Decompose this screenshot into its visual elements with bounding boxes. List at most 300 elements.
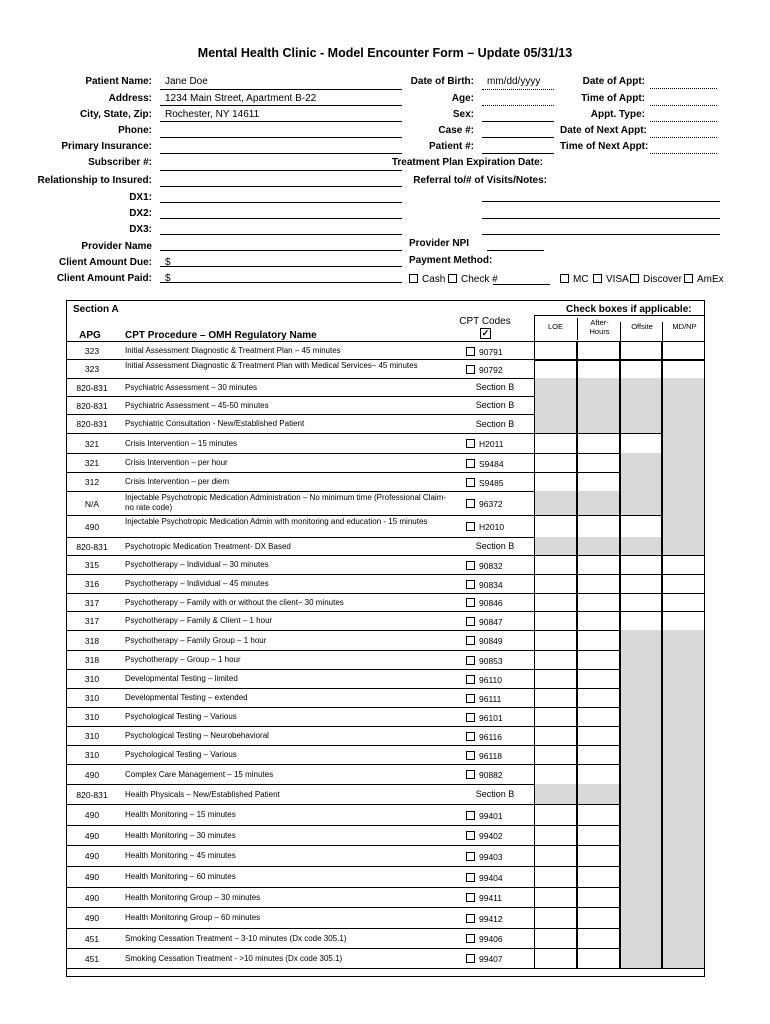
cpt-checkbox[interactable] — [466, 522, 475, 531]
visa-checkbox[interactable] — [593, 274, 602, 283]
check-cell — [662, 378, 705, 397]
check-cell[interactable] — [620, 593, 662, 612]
appointment-field[interactable] — [650, 88, 717, 89]
check-cell[interactable] — [534, 359, 577, 379]
case-label: Case #: — [438, 125, 474, 136]
check-cell — [620, 907, 662, 929]
cpt-code[interactable] — [466, 675, 538, 685]
check-cell[interactable] — [577, 928, 620, 949]
check-cell[interactable] — [534, 907, 577, 929]
cpt-checkbox[interactable] — [466, 561, 475, 570]
check-cell[interactable] — [577, 341, 620, 361]
procedure-name: Smoking Cessation Treatment – 3-10 minutes (Dx code 305.1) — [125, 933, 347, 943]
discover-checkbox[interactable] — [630, 274, 639, 283]
check-cell — [662, 630, 705, 651]
cpt-code[interactable] — [466, 598, 538, 608]
cpt-code[interactable] — [466, 365, 538, 375]
field-value: Jane Doe — [165, 76, 208, 87]
procedure-name: Health Monitoring Group – 60 minutes — [125, 913, 261, 922]
apg-header: APG — [79, 330, 101, 341]
section-b-reference: Section B — [475, 418, 515, 429]
after-hours-header: After- Hours — [577, 318, 621, 340]
check-cell[interactable] — [577, 688, 620, 708]
check-cell — [662, 669, 705, 689]
table-row — [66, 360, 705, 379]
procedure-name: Psychiatric Consultation - New/Established Patient — [125, 419, 305, 428]
apg-cell: 451 — [84, 953, 100, 964]
check-cell[interactable] — [534, 574, 577, 594]
check-cell[interactable] — [534, 845, 577, 867]
cpt-code[interactable] — [466, 954, 538, 964]
check-cell[interactable] — [534, 887, 577, 908]
form-title: Mental Health Clinic - Model Encounter Form – Update 05/31/13 — [197, 46, 573, 60]
check-cell[interactable] — [534, 825, 577, 846]
cpt-code-text: 99406 — [479, 934, 503, 944]
cpt-code[interactable] — [466, 831, 538, 841]
procedure-name: Crisis Intervention – per diem — [125, 477, 230, 486]
check-cell — [620, 784, 662, 805]
referral-label: Referral to/# of Visits/Notes: — [413, 175, 547, 186]
check-cell[interactable] — [577, 359, 620, 379]
dob-value: mm/dd/yyyy — [487, 76, 541, 87]
referral-line-2[interactable] — [482, 218, 720, 219]
referral-line-1[interactable] — [482, 201, 720, 202]
procedure-name: Injectable Psychotropic Medication Administration – No minimum time (Professional Claim- no rate code) — [125, 493, 447, 512]
check-cell[interactable] — [534, 804, 577, 826]
cash-checkbox[interactable] — [409, 274, 418, 283]
check-cell[interactable] — [577, 453, 620, 473]
cpt-code[interactable] — [466, 893, 538, 903]
section-a-title: Section A — [73, 304, 119, 315]
procedure-name: Health Monitoring Group – 30 minutes — [125, 892, 261, 902]
apg-cell: 490 — [84, 769, 100, 780]
cpt-checkbox[interactable] — [466, 598, 475, 607]
cpt-code[interactable] — [466, 459, 538, 469]
appointment-label: Time of Next Appt: — [560, 141, 649, 152]
field-input-line[interactable] — [160, 266, 402, 267]
cpt-code-text: 90792 — [479, 364, 503, 375]
check-cell[interactable] — [662, 341, 705, 361]
table-row — [66, 538, 705, 556]
case-field[interactable] — [482, 137, 554, 138]
cpt-checkbox[interactable] — [466, 459, 475, 468]
check-cell[interactable] — [620, 433, 662, 454]
cpt-checkbox[interactable] — [466, 954, 475, 963]
check-cell — [620, 688, 662, 708]
check-cell[interactable] — [577, 611, 620, 631]
apg-cell: 315 — [84, 560, 100, 570]
procedure-name: Psychotherapy – Individual – 45 minutes — [125, 579, 269, 588]
check-cell[interactable] — [620, 341, 662, 361]
appointment-label: Date of Next Appt: — [560, 125, 647, 136]
check-cell[interactable] — [620, 515, 662, 538]
mc-checkbox[interactable] — [560, 274, 569, 283]
check-cell[interactable] — [577, 707, 620, 727]
apg-cell: 490 — [84, 830, 100, 841]
cpt-code[interactable] — [466, 694, 538, 704]
check-cell[interactable] — [577, 669, 620, 689]
table-row — [66, 397, 705, 415]
cpt-code[interactable] — [466, 713, 538, 723]
cpt-code-text: 90882 — [479, 770, 503, 780]
provider-npi-label: Provider NPI — [409, 238, 470, 249]
appointment-label: Date of Appt: — [582, 76, 645, 87]
check-cell — [620, 630, 662, 651]
payment-check[interactable]: Check # — [448, 274, 498, 285]
field-input-line[interactable] — [160, 282, 402, 283]
apg-cell: 310 — [84, 750, 100, 760]
procedure-name: Health Physicals – New/Established Patient — [125, 789, 280, 799]
check-cell[interactable] — [662, 611, 705, 631]
field-label: City, State, Zip: — [79, 109, 152, 120]
check-cell[interactable] — [534, 611, 577, 631]
check-cell[interactable] — [662, 593, 705, 612]
check-cell[interactable] — [577, 948, 620, 969]
cpt-checkbox[interactable] — [466, 751, 475, 760]
check-cell[interactable] — [577, 555, 620, 575]
check-cell — [662, 887, 705, 908]
field-input-line[interactable] — [160, 186, 402, 187]
table-row — [66, 746, 705, 765]
procedure-name: Developmental Testing – limited — [125, 674, 238, 683]
cpt-checkbox[interactable] — [466, 347, 475, 356]
check-cell — [620, 396, 662, 415]
check-cell[interactable] — [534, 707, 577, 727]
check-cell — [534, 378, 577, 397]
procedure-name: Psychotropic Medication Treatment- DX Based — [125, 541, 291, 551]
md-np-header: MD/NP — [662, 322, 706, 342]
cpt-checkbox[interactable] — [466, 439, 475, 448]
check-cell — [662, 764, 705, 785]
check-cell[interactable] — [534, 593, 577, 612]
check-cell[interactable] — [577, 907, 620, 929]
check-cell[interactable] — [534, 453, 577, 473]
check-cell — [662, 707, 705, 727]
check-cell[interactable] — [534, 726, 577, 746]
table-row — [66, 473, 705, 492]
field-value: Rochester, NY 14611 — [165, 109, 260, 120]
check-cell[interactable] — [577, 804, 620, 826]
field-input-line[interactable] — [160, 170, 402, 171]
cpt-checkbox[interactable] — [466, 914, 475, 923]
procedure-name: Crisis Intervention – per hour — [125, 458, 228, 467]
section-b-reference: Section B — [475, 541, 515, 551]
apg-cell: 490 — [84, 913, 100, 923]
check-cell — [662, 396, 705, 415]
cpt-checkbox[interactable] — [466, 934, 475, 943]
table-row — [66, 594, 705, 612]
cpt-checkbox[interactable] — [466, 713, 475, 722]
cpt-code[interactable] — [466, 347, 538, 357]
field-input-line[interactable] — [160, 137, 402, 138]
table-row — [66, 727, 705, 746]
cpt-checkbox[interactable] — [466, 675, 475, 684]
check-cell[interactable] — [620, 359, 662, 379]
check-cell — [620, 378, 662, 397]
table-row — [66, 689, 705, 708]
check-cell — [662, 414, 705, 434]
tp-expiration-label: Treatment Plan Expiration Date: — [391, 157, 543, 168]
section-b-reference: Section B — [475, 789, 515, 799]
cpt-checkbox[interactable] — [466, 499, 475, 508]
appointment-field[interactable] — [650, 105, 717, 106]
payment-mc[interactable]: MC — [560, 274, 589, 285]
check-cell[interactable] — [577, 515, 620, 538]
check-cell[interactable] — [534, 555, 577, 575]
check-cell — [662, 907, 705, 929]
appointment-field[interactable] — [650, 153, 717, 154]
apg-cell: N/A — [84, 498, 100, 509]
field-input-line[interactable] — [160, 121, 402, 122]
check-cell[interactable] — [534, 341, 577, 361]
table-row — [66, 929, 705, 949]
cpt-code-text: 96118 — [479, 750, 503, 761]
check-cell[interactable] — [577, 593, 620, 612]
cpt-code[interactable] — [466, 617, 538, 627]
check-cell[interactable] — [620, 574, 662, 594]
sex-label: Sex: — [452, 109, 474, 120]
check-cell — [662, 948, 705, 969]
check-cell[interactable] — [577, 650, 620, 670]
check-cell — [577, 378, 620, 397]
table-row — [66, 631, 705, 651]
field-label: Relationship to Insured: — [37, 175, 152, 186]
check-cell[interactable] — [577, 866, 620, 888]
apg-cell: 318 — [84, 635, 100, 646]
procedure-name: Psychological Testing – Neurobehavioral — [125, 731, 269, 740]
check-cell[interactable] — [577, 845, 620, 867]
section-b-reference: Section B — [475, 400, 515, 410]
cpt-code[interactable] — [466, 751, 538, 761]
check-cell[interactable] — [577, 745, 620, 765]
check-cell[interactable] — [534, 650, 577, 670]
check-cell[interactable] — [620, 555, 662, 575]
check-cell — [662, 804, 705, 826]
check-cell[interactable] — [577, 630, 620, 651]
table-row — [66, 908, 705, 929]
check-cell — [620, 745, 662, 765]
cpt-code[interactable] — [466, 561, 538, 571]
field-input-line[interactable] — [160, 105, 402, 106]
check-cell[interactable] — [534, 669, 577, 689]
check-cell[interactable] — [534, 948, 577, 969]
cpt-code[interactable] — [466, 478, 538, 488]
table-row — [66, 379, 705, 397]
cpt-code[interactable] — [466, 811, 538, 821]
apg-cell: 490 — [84, 521, 100, 532]
check-cell[interactable] — [662, 555, 705, 575]
cpt-checkbox[interactable] — [466, 852, 475, 861]
cpt-code[interactable] — [466, 934, 538, 944]
check-cell[interactable] — [620, 611, 662, 631]
check-number-field[interactable] — [493, 284, 550, 285]
cpt-checkbox[interactable] — [466, 893, 475, 902]
check-cell[interactable] — [662, 359, 705, 379]
table-row — [66, 846, 705, 867]
payment-discover[interactable]: Discover — [630, 274, 682, 285]
age-label: Age: — [451, 93, 474, 104]
cpt-checkbox[interactable] — [466, 770, 475, 779]
dob-field[interactable] — [482, 89, 554, 90]
provider-npi-field[interactable] — [487, 250, 544, 251]
check-cell[interactable] — [534, 866, 577, 888]
appointment-label: Time of Appt: — [581, 93, 645, 104]
cpt-code[interactable] — [466, 439, 538, 449]
cpt-code-text: 96101 — [479, 712, 503, 723]
procedure-name: Psychiatric Assessment – 30 minutes — [125, 382, 258, 392]
check-cell[interactable] — [534, 515, 577, 538]
field-input-line[interactable] — [160, 202, 402, 203]
cpt-checkbox[interactable] — [466, 732, 475, 741]
check-cell — [662, 472, 705, 492]
age-field[interactable] — [482, 105, 554, 106]
apg-cell: 317 — [84, 597, 100, 608]
check-cell[interactable] — [534, 745, 577, 765]
check-cell — [620, 491, 662, 516]
amex-checkbox[interactable] — [684, 274, 693, 283]
check-cell — [620, 650, 662, 670]
table-row — [66, 949, 705, 969]
field-label: Address: — [108, 93, 152, 104]
cpt-code[interactable] — [466, 522, 538, 532]
cpt-code[interactable] — [466, 852, 538, 862]
cpt-code-text: 90853 — [479, 655, 503, 666]
check-cell[interactable] — [534, 928, 577, 949]
field-value: $ — [165, 273, 171, 284]
procedure-name: Health Monitoring – 15 minutes — [125, 810, 236, 819]
payment-amex[interactable]: AmEx — [684, 274, 724, 285]
cpt-checkbox[interactable] — [466, 831, 475, 840]
apg-cell: 820-831 — [76, 382, 108, 393]
apg-cell: 820-831 — [76, 400, 108, 411]
cpt-code-text: S9484 — [479, 458, 504, 469]
check-cell — [662, 845, 705, 867]
procedure-name: Developmental Testing – extended — [125, 693, 248, 702]
cpt-code[interactable] — [466, 914, 538, 924]
cpt-checkbox[interactable] — [466, 636, 475, 645]
cpt-code[interactable] — [466, 636, 538, 646]
cpt-code[interactable] — [466, 732, 538, 742]
field-label: Client Amount Due: — [59, 257, 152, 268]
procedure-name: Psychiatric Assessment – 45-50 minutes — [125, 400, 269, 410]
apg-cell: 820-831 — [76, 541, 108, 552]
cpt-checkbox[interactable] — [466, 580, 475, 589]
cpt-code-text: 90791 — [479, 346, 503, 357]
cpt-code-text: 90847 — [479, 616, 503, 627]
payment-cash[interactable]: Cash — [409, 274, 445, 285]
field-label: Phone: — [118, 125, 152, 136]
check-cell[interactable] — [534, 764, 577, 785]
cpt-checkbox[interactable] — [466, 694, 475, 703]
check-cell — [577, 396, 620, 415]
procedure-name: Health Monitoring – 45 minutes — [125, 851, 236, 860]
check-cell — [620, 453, 662, 473]
field-input-line[interactable] — [160, 153, 402, 154]
check-cell — [620, 866, 662, 888]
check-cell — [534, 537, 577, 556]
cpt-code-text: 99407 — [479, 954, 503, 964]
appointment-field[interactable] — [650, 137, 717, 138]
cpt-code[interactable] — [466, 770, 538, 780]
payment-visa[interactable]: VISA — [593, 274, 629, 285]
procedure-name: Initial Assessment Diagnostic & Treatment Plan with Medical Services– 45 minutes — [125, 361, 418, 370]
field-value: $ — [165, 257, 171, 268]
check-cell[interactable] — [577, 433, 620, 454]
cpt-code-text: 96372 — [479, 499, 503, 509]
procedure-name: Health Monitoring – 30 minutes — [125, 830, 236, 840]
cpt-code[interactable] — [466, 873, 538, 883]
table-row — [66, 651, 705, 670]
field-label: Primary Insurance: — [61, 141, 152, 152]
cpt-code-text: 99404 — [479, 872, 503, 883]
check-cell — [577, 537, 620, 556]
procedure-name: Psychological Testing – Various — [125, 712, 237, 721]
check-cell — [662, 453, 705, 473]
appointment-field[interactable] — [650, 121, 717, 122]
check-cell[interactable] — [534, 433, 577, 454]
check-cell[interactable] — [534, 472, 577, 492]
cpt-checkbox[interactable] — [466, 811, 475, 820]
check-cell — [620, 537, 662, 556]
cpt-checkbox[interactable] — [466, 656, 475, 665]
patient-number-field[interactable] — [482, 153, 554, 154]
cpt-checkbox[interactable] — [466, 478, 475, 487]
field-label: Client Amount Paid: — [56, 273, 152, 284]
check-cell[interactable] — [534, 688, 577, 708]
cpt-code[interactable] — [466, 580, 538, 590]
table-row — [66, 785, 705, 805]
cpt-checkbox[interactable] — [466, 873, 475, 882]
cpt-code-text: 96111 — [479, 693, 502, 704]
cpt-checkbox[interactable] — [466, 365, 475, 374]
cpt-checkbox[interactable] — [466, 617, 475, 626]
sex-field[interactable] — [482, 121, 554, 122]
cpt-code[interactable] — [466, 499, 538, 509]
table-row — [66, 888, 705, 908]
procedure-name: Smoking Cessation Treatment - >10 minutes (Dx code 305.1) — [125, 953, 343, 963]
field-input-line[interactable] — [160, 89, 402, 90]
apg-cell: 316 — [84, 579, 100, 589]
field-input-line[interactable] — [160, 234, 402, 235]
cpt-code-text: 99412 — [479, 913, 503, 924]
check-cell[interactable] — [577, 825, 620, 846]
table-row — [66, 575, 705, 594]
field-input-line[interactable] — [160, 218, 402, 219]
check-checkbox[interactable] — [448, 274, 457, 283]
table-row — [66, 415, 705, 434]
apg-cell: 323 — [84, 364, 100, 374]
check-cell[interactable] — [577, 887, 620, 908]
check-cell[interactable] — [577, 574, 620, 594]
offsite-header: Offsite — [620, 322, 663, 342]
check-cell — [662, 515, 705, 538]
procedure-name: Injectable Psychotropic Medication Admin with monitoring and education - 15 minutes — [125, 517, 428, 526]
check-cell[interactable] — [662, 574, 705, 594]
procedure-name: Psychotherapy – Family Group – 1 hour — [125, 635, 267, 645]
apg-cell: 318 — [84, 655, 100, 665]
apg-cell: 310 — [84, 712, 100, 722]
check-cell[interactable] — [577, 472, 620, 492]
cpt-code[interactable] — [466, 656, 538, 666]
field-input-line[interactable] — [160, 250, 402, 251]
referral-line-3[interactable] — [482, 234, 720, 235]
check-cell[interactable] — [534, 630, 577, 651]
cpt-code-text: 90832 — [479, 560, 503, 571]
check-cell[interactable] — [577, 764, 620, 785]
field-label: Subscriber #: — [88, 157, 152, 168]
check-cell[interactable] — [577, 726, 620, 746]
check-cell — [662, 745, 705, 765]
